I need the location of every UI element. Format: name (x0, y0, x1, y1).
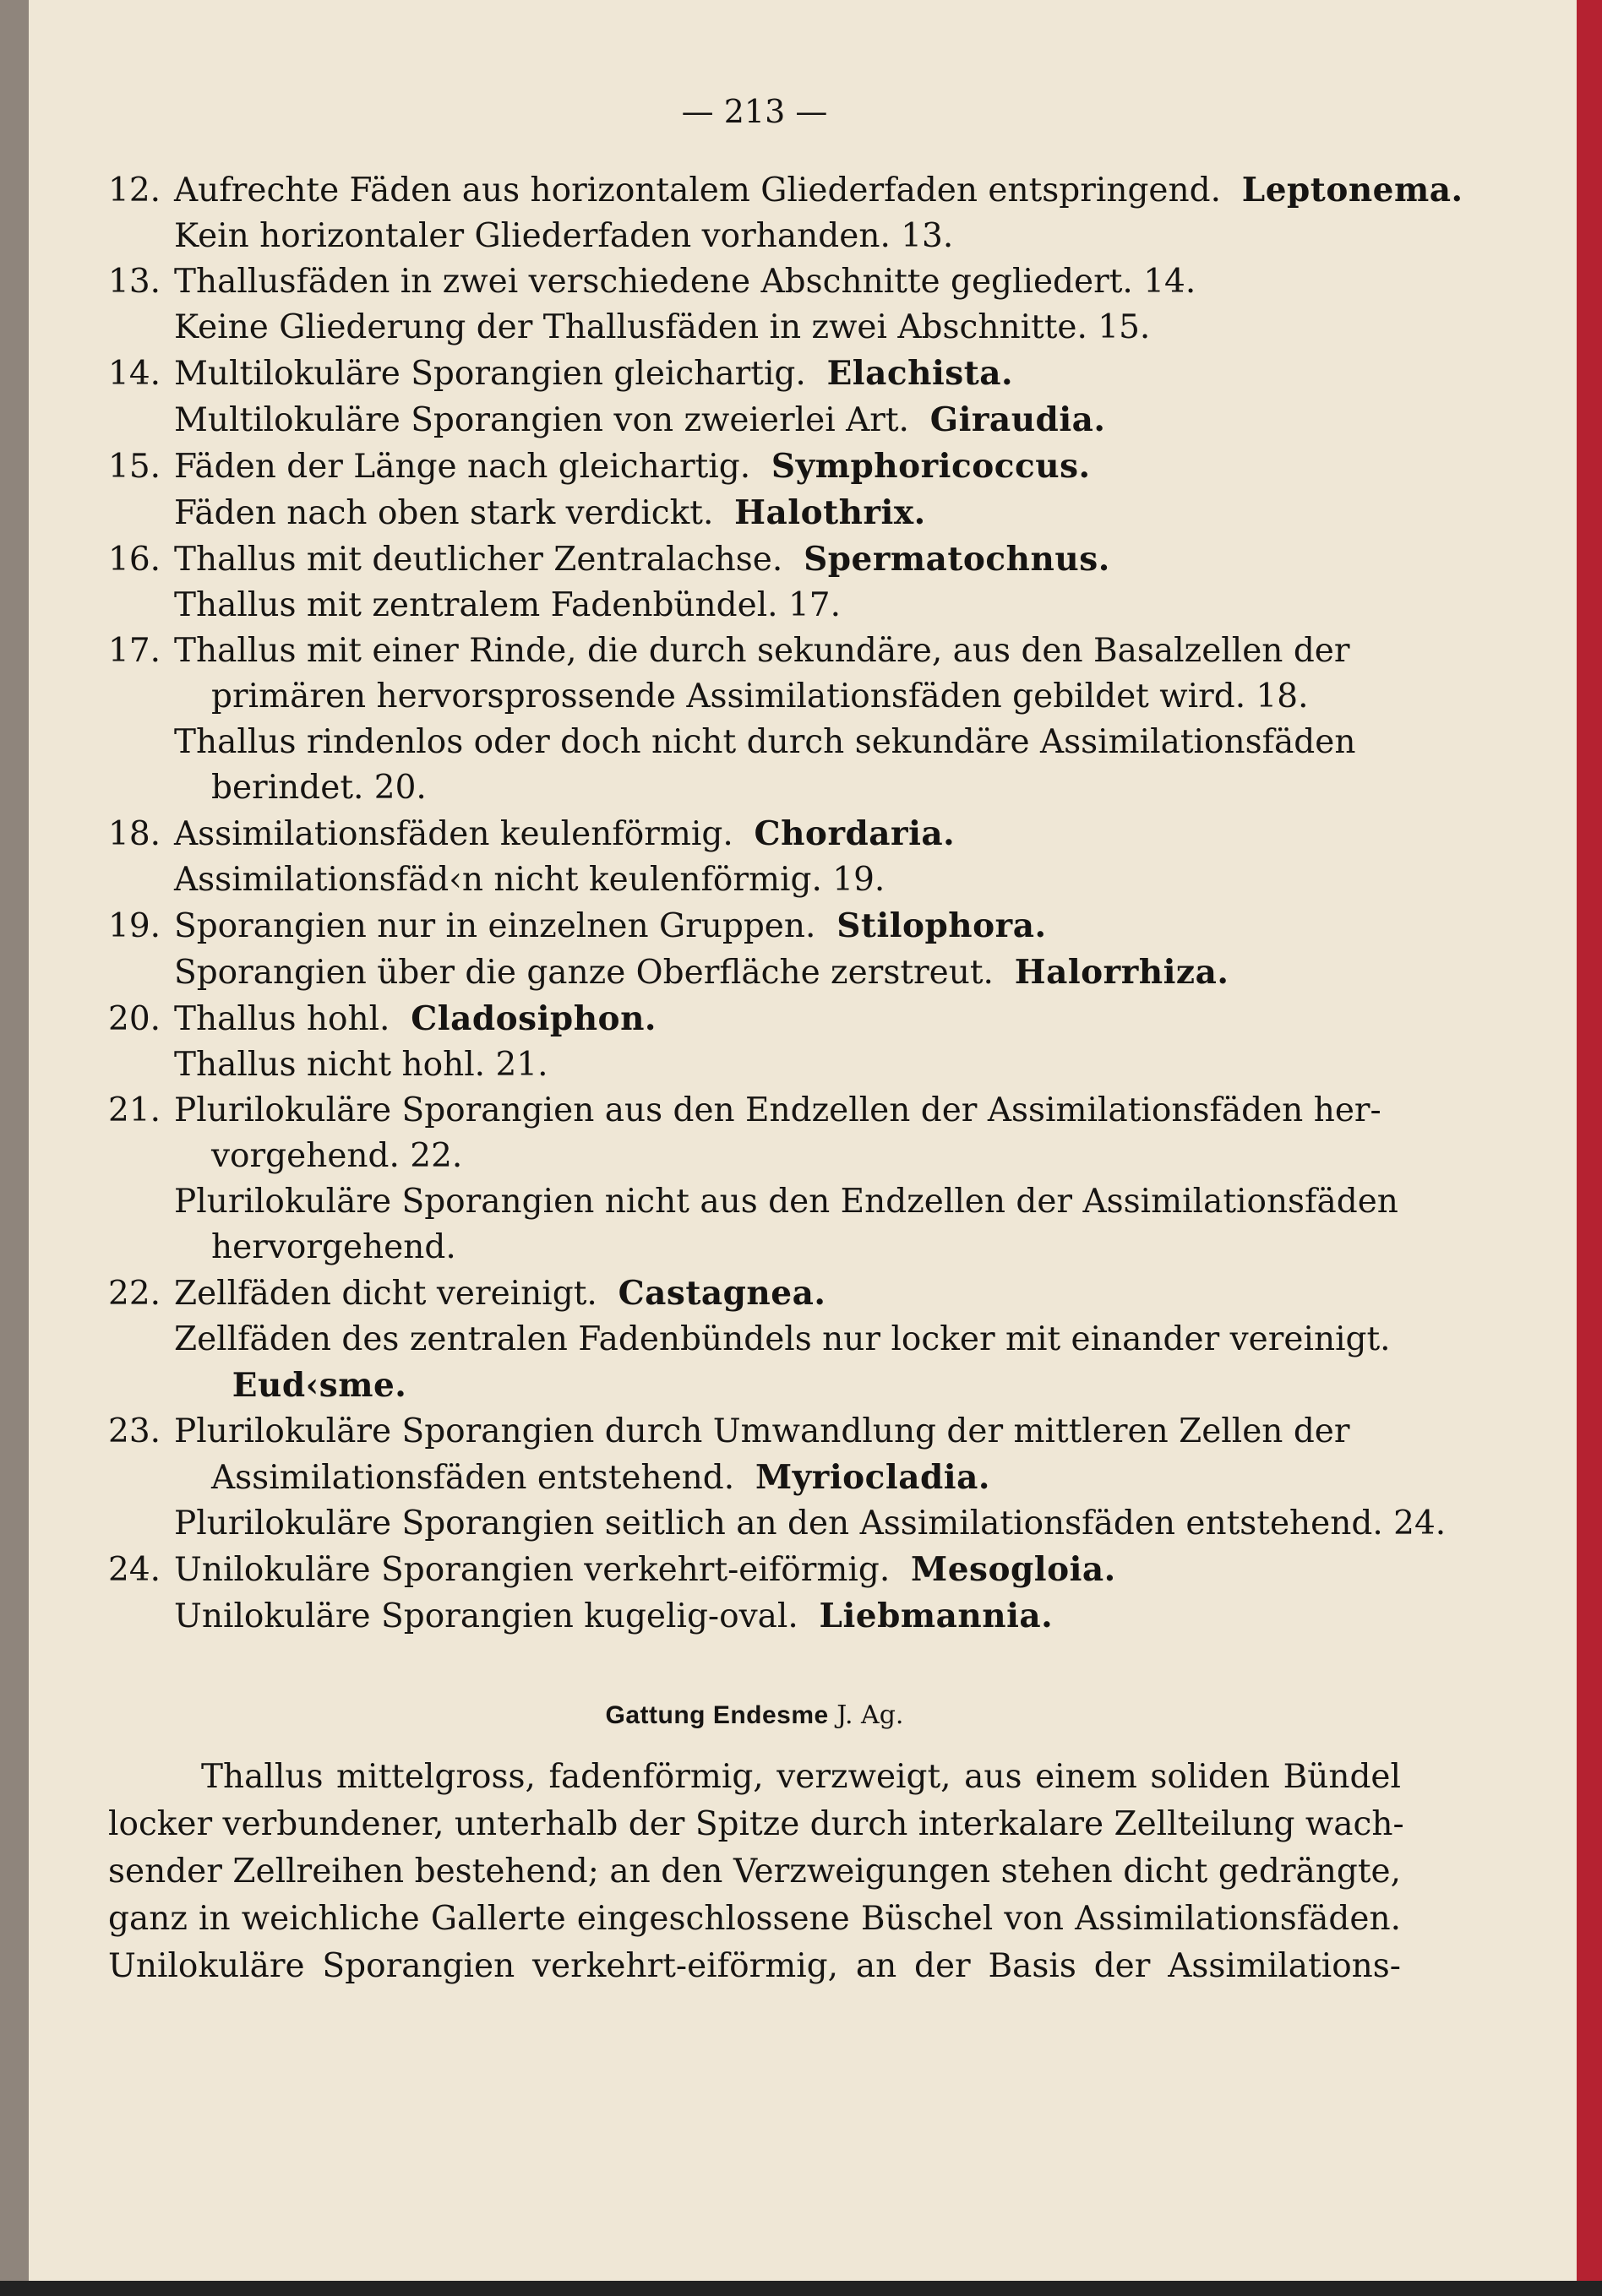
key-text: Plurilokuläre Sporangien seitlich an den Assimilationsfäden entstehend. 24. (174, 1504, 1447, 1542)
key-continuation: berindet. 20. (211, 769, 427, 807)
key-text: Thallusfäden in zwei verschiedene Abschnitte gegliedert. 14. (174, 263, 1196, 301)
key-number: 14. (108, 355, 161, 393)
bottom-edge (0, 2281, 1602, 2296)
key-text: Zellfäden des zentralen Fadenbündels nur locker mit einander vereinigt. (174, 1320, 1391, 1358)
key-text: Aufrechte Fäden aus horizontalem Gliederfaden entspringend. (174, 171, 1221, 209)
key-line (108, 1501, 1447, 1547)
paragraph-line: ganz in weichliche Gallerte eingeschlossene Büschel von Assimilationsfäden. (108, 1900, 1401, 1938)
key-line (108, 1088, 1401, 1134)
genus-name: Eud‹sme. (232, 1366, 407, 1405)
key-number: 18. (108, 815, 161, 853)
key-continuation: hervorgehend. (211, 1228, 456, 1266)
key-line (108, 1547, 1401, 1593)
key-number: 13. (108, 263, 161, 301)
key-number: 19. (108, 907, 161, 945)
key-text: Plurilokuläre Sporangien durch Umwandlung der mittleren Zellen der (174, 1412, 1350, 1450)
key-text: Sporangien über die ganze Oberfläche zerstreut. (174, 954, 994, 992)
key-number: 16. (108, 541, 161, 579)
paragraph-line: locker verbundener, unterhalb der Spitze durch interkalare Zellteilung wach- (108, 1805, 1404, 1843)
red-page-edge (1577, 0, 1602, 2296)
key-line (108, 720, 1401, 765)
key-number: 17. (108, 632, 161, 670)
key-line (108, 490, 1401, 536)
paragraph-line: sender Zellreihen bestehend; an den Verzweigungen stehen dicht gedrängte, (108, 1853, 1401, 1891)
genus-name: Halorrhiza. (1014, 953, 1229, 992)
genus-name: Myriocladia. (755, 1458, 990, 1497)
key-text: Thallus mit einer Rinde, die durch sekundäre, aus den Basalzellen der (174, 632, 1350, 670)
page-number: — 213 — (681, 93, 828, 130)
key-text: Unilokuläre Sporangien kugelig-oval. (174, 1597, 798, 1635)
genus-name: Liebmannia. (819, 1597, 1054, 1635)
key-number: 15. (108, 448, 161, 486)
key-text: Thallus mit zentralem Fadenbündel. 17. (174, 586, 841, 624)
key-line (108, 397, 1401, 443)
key-line (108, 674, 1401, 720)
key-line (108, 1225, 1401, 1270)
key-line (108, 1134, 1401, 1179)
genus-name: Castagnea. (618, 1274, 826, 1313)
key-text: Thallus hohl. (174, 1000, 390, 1038)
key-line (108, 1409, 1401, 1455)
key-text: Thallus mit deutlicher Zentralachse. (174, 541, 783, 579)
key-number: 22. (108, 1275, 161, 1313)
key-line (108, 1593, 1401, 1640)
book-spine (0, 0, 29, 2296)
key-text: Plurilokuläre Sporangien aus den Endzellen der Assimilationsfäden her- (174, 1091, 1381, 1129)
key-line (108, 1270, 1401, 1317)
key-line (108, 259, 1401, 305)
genus-name: Elachista. (826, 354, 1014, 393)
page-text (108, 93, 1463, 1990)
key-text: Multilokuläre Sporangien von zweierlei Art. (174, 401, 909, 439)
genus-name: Halothrix. (734, 493, 926, 532)
genus-name: Giraudia. (929, 400, 1106, 439)
key-line (108, 167, 1463, 214)
key-line (108, 628, 1401, 674)
key-line (108, 811, 1401, 857)
key-text: Assimilationsfäden keulenförmig. (174, 815, 733, 853)
identification-key (108, 167, 1463, 1640)
genus-name: Chordaria. (754, 814, 956, 853)
key-text: Thallus nicht hohl. 21. (174, 1046, 548, 1084)
key-number: 24. (108, 1551, 161, 1589)
key-line (108, 583, 1401, 628)
section-genus: Gattung Endesme (605, 1701, 829, 1729)
key-text: Multilokuläre Sporangien gleichartig. (174, 355, 806, 393)
key-line (108, 903, 1401, 949)
key-text: Kein horizontaler Gliederfaden vorhanden. 13. (174, 217, 954, 255)
key-line (108, 857, 1401, 903)
key-line (108, 443, 1401, 490)
key-line (108, 1363, 1401, 1409)
key-line (108, 1455, 1401, 1501)
genus-name: Symphoricoccus. (771, 447, 1091, 486)
paragraph-line: Thallus mittelgross, fadenförmig, verzweigt, aus einem soliden Bündel (201, 1758, 1401, 1796)
key-number: 21. (108, 1091, 161, 1129)
section-heading (108, 1700, 1401, 1730)
key-line (108, 765, 1401, 811)
key-text: Fäden der Länge nach gleichartig. (174, 448, 751, 486)
description-paragraph (108, 1754, 1404, 1990)
key-number: 23. (108, 1412, 161, 1450)
key-text: Zellfäden dicht vereinigt. (174, 1275, 597, 1313)
key-number: 12. (108, 171, 161, 209)
key-continuation: vorgehend. 22. (211, 1137, 463, 1175)
key-text: Plurilokuläre Sporangien nicht aus den Endzellen der Assimilationsfäden (174, 1183, 1398, 1221)
section-author: J. Ag. (836, 1700, 904, 1730)
key-text: Unilokuläre Sporangien verkehrt-eiförmig. (174, 1551, 891, 1589)
genus-name: Mesogloia. (911, 1550, 1116, 1589)
genus-name: Leptonema. (1241, 171, 1463, 209)
key-text: Sporangien nur in einzelnen Gruppen. (174, 907, 816, 945)
key-text: Keine Gliederung der Thallusfäden in zwei Abschnitte. 15. (174, 308, 1151, 346)
paragraph-line: Unilokuläre Sporangien verkehrt-eiförmig, an der Basis der Assimilations- (108, 1947, 1401, 1985)
key-line (108, 351, 1401, 397)
key-continuation: Assimilationsfäden entstehend. (211, 1459, 735, 1497)
key-continuation: primären hervorsprossende Assimilationsfäden gebildet wird. 18. (211, 677, 1309, 715)
key-line (108, 1317, 1401, 1363)
key-line (108, 305, 1401, 351)
key-line (108, 536, 1401, 583)
key-text: Fäden nach oben stark verdickt. (174, 494, 714, 532)
key-line (108, 1042, 1401, 1088)
key-text: Thallus rindenlos oder doch nicht durch sekundäre Assimilationsfäden (174, 723, 1356, 761)
genus-name: Stilophora. (836, 906, 1047, 945)
key-line (108, 1179, 1401, 1225)
key-line (108, 949, 1401, 996)
key-line (108, 996, 1401, 1042)
key-line (108, 214, 1401, 259)
key-number: 20. (108, 1000, 161, 1038)
genus-name: Cladosiphon. (411, 999, 657, 1038)
key-text: Assimilationsfäd‹n nicht keulenförmig. 19. (174, 861, 885, 899)
genus-name: Spermatochnus. (804, 540, 1110, 579)
